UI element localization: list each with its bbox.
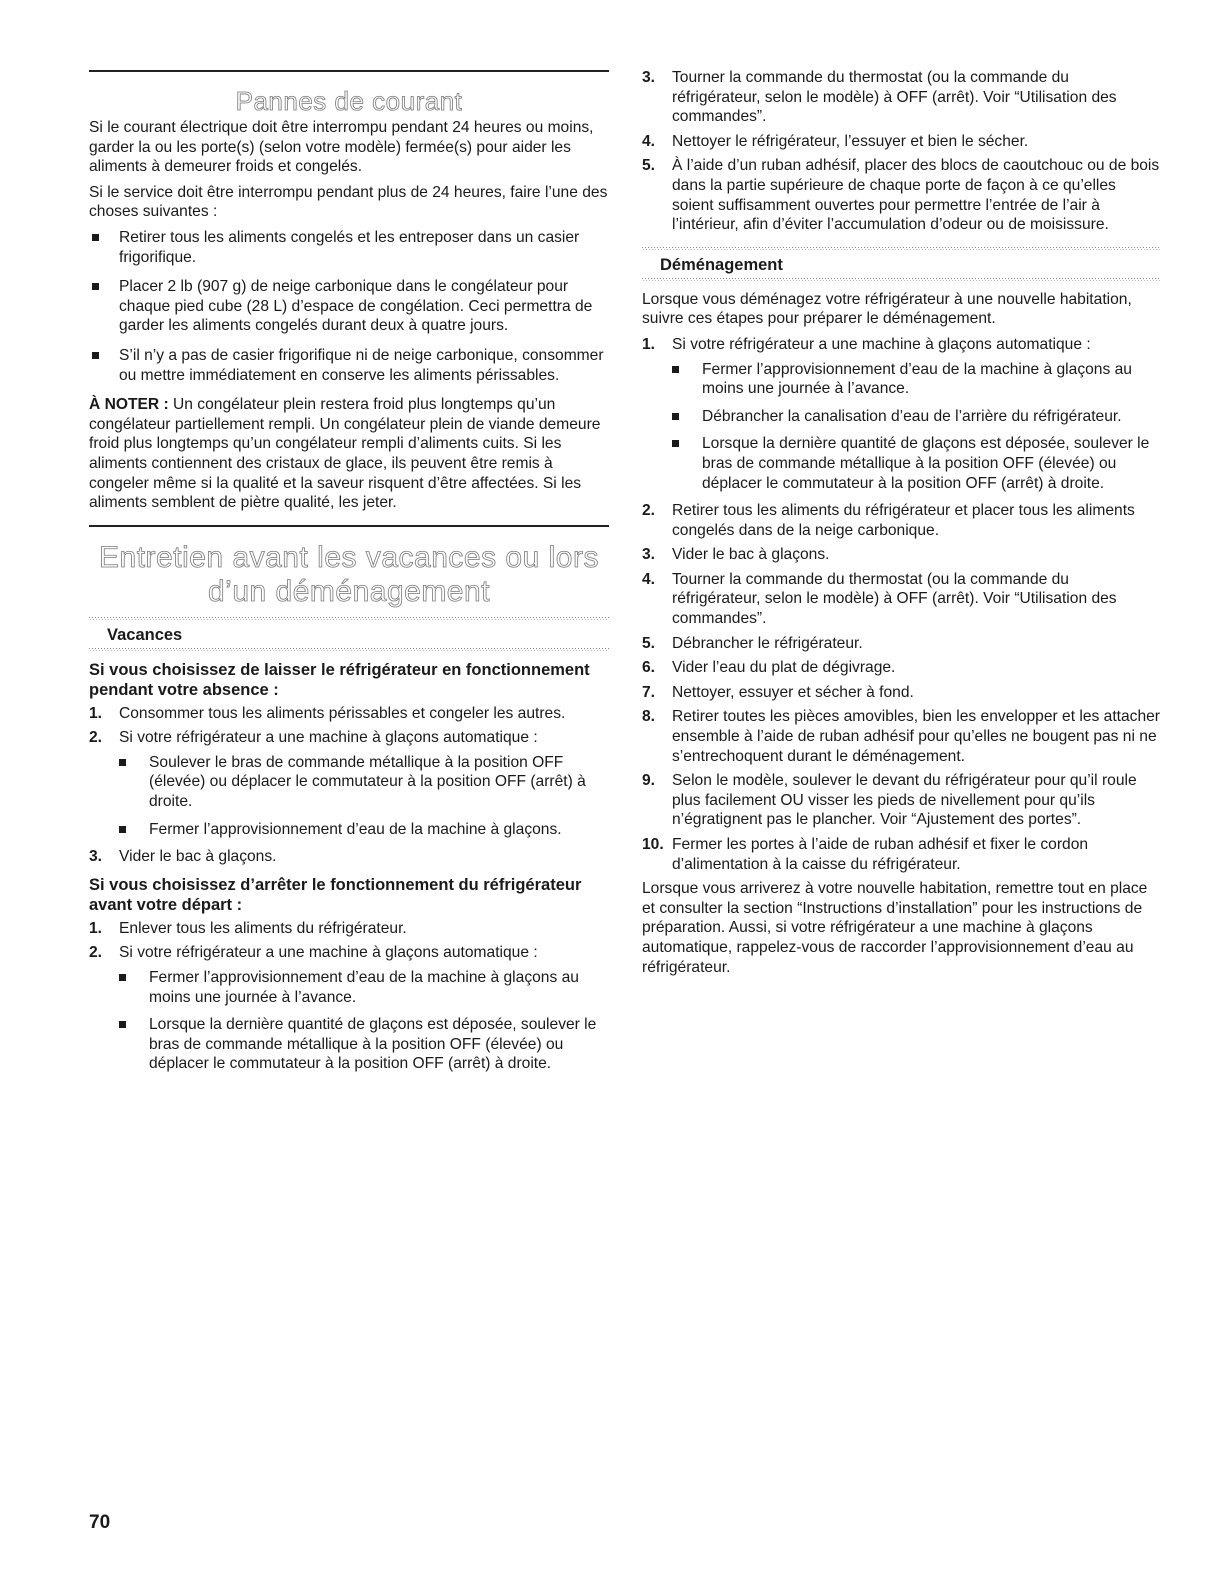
square-bullet-icon bbox=[92, 283, 99, 290]
square-bullet-icon bbox=[672, 366, 679, 373]
list-item: 6. Vider l’eau du plat de dégivrage. bbox=[642, 659, 896, 677]
page-number: 70 bbox=[89, 1512, 111, 1533]
square-bullet-icon bbox=[119, 759, 126, 766]
list-item: 3. Vider le bac à glaçons. bbox=[642, 546, 830, 564]
list-item: 5. Débrancher le réfrigérateur. bbox=[642, 634, 863, 652]
subsection-heading-moving: Déménagement bbox=[660, 255, 783, 274]
list-item: 10. Fermer les portes à l’aide de ruban adhésif et fixer le cordon d’alimentation à la caisse du réfrigérateur. bbox=[642, 836, 1089, 873]
square-bullet-icon bbox=[119, 1021, 126, 1028]
section-rule bbox=[89, 70, 609, 72]
section-title-power-outage: Pannes de courant bbox=[235, 86, 463, 116]
square-bullet-icon bbox=[119, 826, 126, 833]
numbered-list bbox=[642, 68, 1160, 235]
list-item: 3. Vider le bac à glaçons. bbox=[89, 848, 277, 866]
square-bullet-icon bbox=[672, 440, 679, 447]
list-item: 8. Retirer toutes les pièces amovibles, bien les envelopper et les attacher ensemble à l’aide de ruban adhésif pour qu’elles ne bougent pas ni ne s’entrechoquent durant le déménagement. bbox=[642, 708, 1160, 765]
subsection-heading-vacation: Vacances bbox=[107, 625, 183, 644]
note-text: Un congélateur plein restera froid plus longtemps qu’un congélateur partiellement rempli. Un congélateur plein de viande demeure froid plus longtemps qu’un congélateur rempli d’aliments cuits. Si les aliments contiennent des cristaux de glace, ils peuvent être remis à congeler même si la qualité et la saveur risquent d’être affectées. Si les aliments semblent de piètre qualité, les jeter. bbox=[89, 396, 601, 512]
numbered-list bbox=[89, 847, 609, 867]
list-item: Fermer l’approvisionnement d’eau de la machine à glaçons au moins une journée à l’avance. bbox=[89, 968, 609, 1007]
numbered-list bbox=[89, 919, 609, 963]
list-item: 1. Enlever tous les aliments du réfrigérateur. bbox=[89, 919, 407, 937]
right-column bbox=[642, 68, 1160, 983]
list-item: Placer 2 lb (907 g) de neige carbonique dans le congélateur pour chaque pied cube (28 L) d’espace de congélation. Ceci permettra de garder les aliments congelés durant deux à quatre jours. bbox=[89, 277, 609, 336]
numbered-list bbox=[642, 335, 1160, 355]
list-item: Fermer l’approvisionnement d’eau de la machine à glaçons au moins une journée à l’avance. bbox=[642, 360, 1160, 399]
note-label: À NOTER : bbox=[89, 396, 169, 414]
list-item: 9. Selon le modèle, soulever le devant du réfrigérateur pour qu’il roule plus facilement OU visser les pieds de nivellement pour qu’ils n’égratignent pas le plancher. Voir “Ajustement des portes”. bbox=[642, 772, 1137, 829]
dotted-divider bbox=[642, 247, 1160, 251]
square-bullet-icon bbox=[672, 413, 679, 420]
heading-leave-running: Si vous choisissez de laisser le réfrigérateur en fonctionnement pendant votre absence : bbox=[89, 660, 590, 699]
square-bullet-icon bbox=[92, 352, 99, 359]
list-item: Retirer tous les aliments congelés et les entreposer dans un casier frigorifique. bbox=[89, 228, 609, 267]
bullet-list bbox=[89, 228, 609, 385]
list-item: 1. Si votre réfrigérateur a une machine à glaçons automatique : bbox=[642, 335, 1091, 353]
list-item: 3. Tourner la commande du thermostat (ou la commande du réfrigérateur, selon le modèle) à OFF (arrêt). Voir “Utilisation des commandes”. bbox=[642, 69, 1117, 126]
list-item: Soulever le bras de commande métallique à la position OFF (élevée) ou déplacer le commutateur à la position OFF (arrêt) à droite. bbox=[89, 753, 609, 812]
paragraph: Lorsque vous déménagez votre réfrigérateur à une nouvelle habitation, suivre ces étapes pour préparer le déménagement. bbox=[642, 290, 1132, 328]
paragraph: Lorsque vous arriverez à votre nouvelle habitation, remettre tout en place et consulter la section “Instructions d’installation” pour les instructions de préparation. Aussi, si votre réfrigérateur a une machine à glaçons automatique, rappelez-vous de raccorder l’approvisionnement d’eau au réfrigérateur. bbox=[642, 880, 1148, 976]
list-item: Lorsque la dernière quantité de glaçons est déposée, soulever le bras de commande métallique à la position OFF (élevée) ou déplacer le commutateur à la position OFF (arrêt) à droite. bbox=[642, 434, 1160, 493]
bullet-list bbox=[89, 753, 609, 839]
bullet-list bbox=[89, 968, 609, 1074]
paragraph: Si le courant électrique doit être interrompu pendant 24 heures ou moins, garder la ou les porte(s) (selon votre modèle) fermée(s) pour aider les aliments à demeurer froids et congelés. bbox=[89, 119, 594, 176]
list-item: 4. Tourner la commande du thermostat (ou la commande du réfrigérateur, selon le modèle) à OFF (arrêt). Voir “Utilisation des commandes”. bbox=[642, 570, 1117, 628]
list-item: S’il n’y a pas de casier frigorifique ni de neige carbonique, consommer ou mettre immédiatement en conserve les aliments périssables. bbox=[89, 346, 609, 385]
heading-turn-off: Si vous choisissez d’arrêter le fonctionnement du réfrigérateur avant votre départ : bbox=[89, 875, 582, 914]
list-item: 7. Nettoyer, essuyer et sécher à fond. bbox=[642, 683, 914, 701]
list-item: Débrancher la canalisation d’eau de l’arrière du réfrigérateur. bbox=[642, 407, 1160, 427]
numbered-list bbox=[642, 501, 1160, 874]
dotted-divider bbox=[89, 617, 609, 621]
dotted-divider bbox=[89, 648, 609, 652]
bullet-list bbox=[642, 360, 1160, 494]
numbered-list bbox=[89, 704, 609, 748]
square-bullet-icon bbox=[92, 234, 99, 241]
list-item: Fermer l’approvisionnement d’eau de la machine à glaçons. bbox=[89, 820, 609, 840]
dotted-divider bbox=[642, 278, 1160, 282]
list-item: Lorsque la dernière quantité de glaçons est déposée, soulever le bras de commande métallique à la position OFF (élevée) ou déplacer le commutateur à la position OFF (arrêt) à droite. bbox=[89, 1015, 609, 1074]
note-paragraph bbox=[89, 395, 609, 513]
list-item: 4. Nettoyer le réfrigérateur, l’essuyer et bien le sécher. bbox=[642, 132, 1029, 150]
list-item: 2. Si votre réfrigérateur a une machine à glaçons automatique : bbox=[89, 944, 538, 962]
paragraph: Si le service doit être interrompu pendant plus de 24 heures, faire l’une des choses suivantes : bbox=[89, 183, 608, 221]
list-item: 2. Si votre réfrigérateur a une machine à glaçons automatique : bbox=[89, 729, 538, 747]
section-rule bbox=[89, 525, 609, 527]
left-column bbox=[89, 70, 609, 1082]
section-title-vacation-moving: Entretien avant les vacances ou lors d’un déménagement bbox=[99, 540, 599, 608]
list-item: 1. Consommer tous les aliments périssables et congeler les autres. bbox=[89, 704, 566, 722]
list-item: 5. À l’aide d’un ruban adhésif, placer des blocs de caoutchouc ou de bois dans la partie supérieure de chaque porte de façon à ce qu’elles soient suffisamment ouvertes pour permettre l’entrée de l’air à l’intérieur, afin d’éviter l’accumulation d’odeur ou de moisissure. bbox=[642, 157, 1160, 234]
list-item: 2. Retirer tous les aliments du réfrigérateur et placer tous les aliments congelés dans de la neige carbonique. bbox=[642, 502, 1135, 539]
square-bullet-icon bbox=[119, 974, 126, 981]
